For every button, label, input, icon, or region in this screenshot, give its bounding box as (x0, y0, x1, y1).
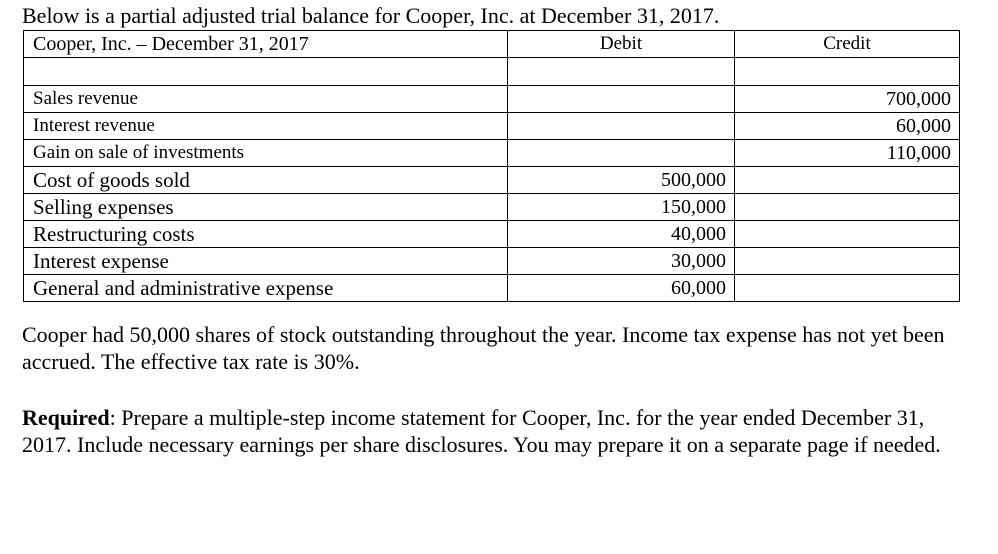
required-text: : Prepare a multiple-step income statement for Cooper, Inc. for the year ended December 31, 2017. Include necessary earnings per share disclosures. You may prepare it on a separate page if needed. (22, 405, 941, 457)
debit-cell (508, 86, 735, 113)
table-row (24, 113, 960, 140)
account-cell: Gain on sale of investments (24, 140, 508, 167)
account-cell: Sales revenue (24, 86, 508, 113)
credit-cell: 700,000 (735, 86, 960, 113)
account-cell: Restructuring costs (24, 221, 508, 248)
table-row (24, 86, 960, 113)
problem-heading: Below is a partial adjusted trial balance for Cooper, Inc. at December 31, 2017. (22, 3, 720, 28)
table-row (24, 248, 960, 275)
table-row (24, 275, 960, 302)
credit-cell (735, 248, 960, 275)
credit-cell: 60,000 (735, 113, 960, 140)
table-spacer-row (24, 58, 960, 86)
table-row (24, 194, 960, 221)
debit-cell: 40,000 (508, 221, 735, 248)
account-cell: Interest expense (24, 248, 508, 275)
debit-cell: 500,000 (508, 167, 735, 194)
debit-header: Debit (508, 31, 735, 58)
credit-cell (735, 221, 960, 248)
table-header-row (24, 31, 960, 58)
debit-cell (508, 113, 735, 140)
debit-cell: 60,000 (508, 275, 735, 302)
table-title: Cooper, Inc. – December 31, 2017 (24, 31, 508, 58)
trial-balance-table (23, 30, 960, 302)
account-cell: General and administrative expense (24, 275, 508, 302)
debit-cell: 150,000 (508, 194, 735, 221)
debit-cell (508, 140, 735, 167)
credit-cell (735, 194, 960, 221)
account-cell: Interest revenue (24, 113, 508, 140)
table-row (24, 140, 960, 167)
credit-cell (735, 167, 960, 194)
table-row (24, 221, 960, 248)
required-instructions (22, 404, 962, 458)
debit-cell: 30,000 (508, 248, 735, 275)
required-label: Required (22, 405, 110, 430)
shares-and-tax-note: Cooper had 50,000 shares of stock outstanding throughout the year. Income tax expense has not yet been accrued. The effective tax rate is 30%. (22, 322, 945, 374)
table-row (24, 167, 960, 194)
account-cell: Selling expenses (24, 194, 508, 221)
credit-header: Credit (735, 31, 960, 58)
credit-cell (735, 275, 960, 302)
account-cell: Cost of goods sold (24, 167, 508, 194)
credit-cell: 110,000 (735, 140, 960, 167)
